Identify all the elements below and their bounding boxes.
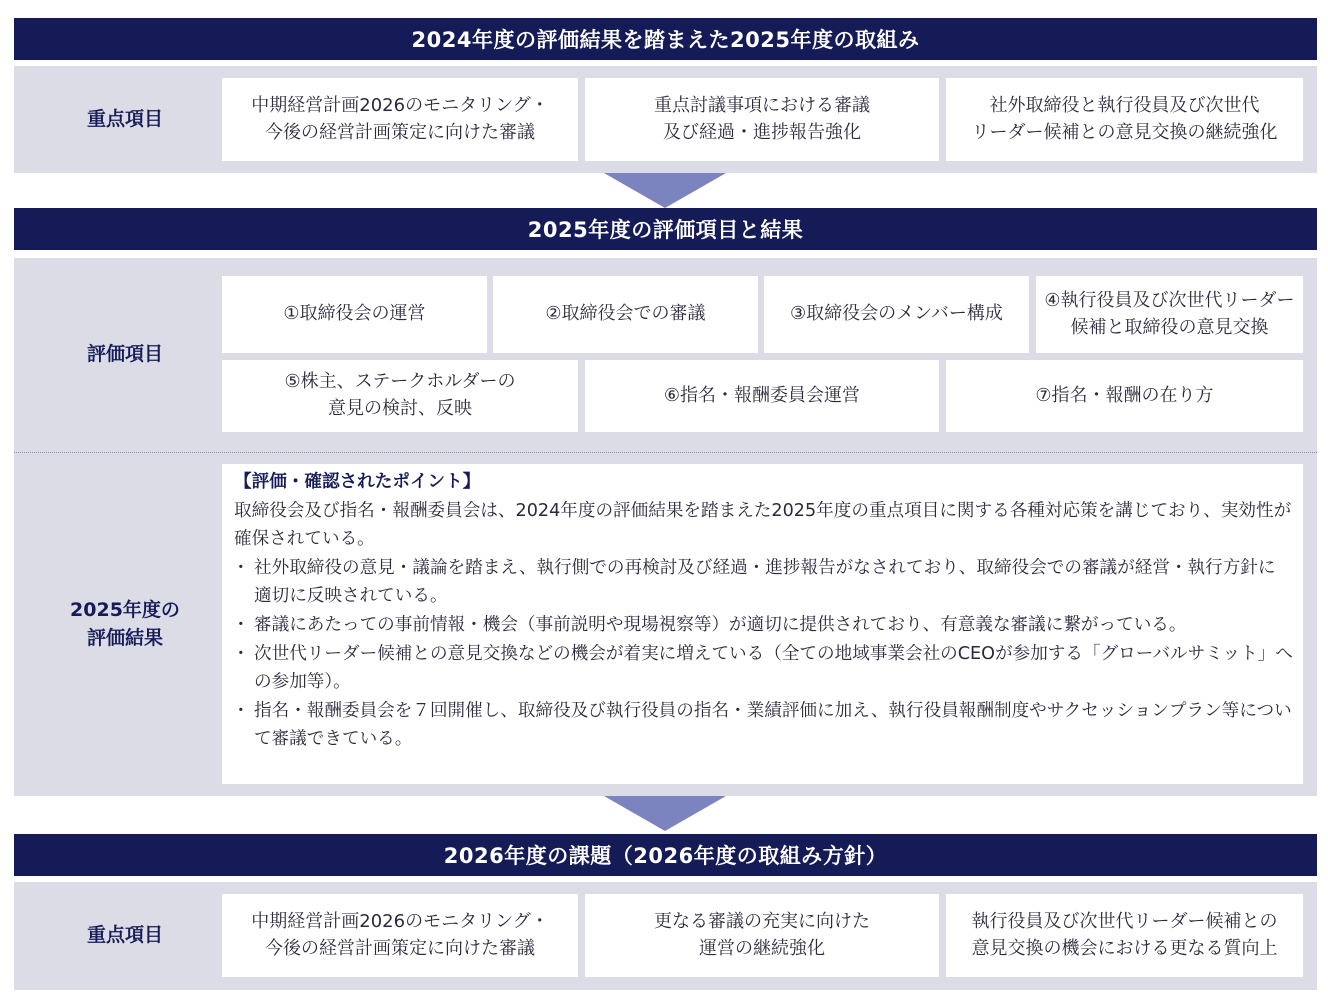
eval-item: ②取締役会での審議 <box>493 276 758 353</box>
section1-item: 重点討議事項における審議 及び経過・進捗報告強化 <box>585 78 939 161</box>
result-title: 【評価・確認されたポイント】 <box>234 472 481 492</box>
result-point: ・ 次世代リーダー候補との意見交換などの機会が着実に増えている（全ての地域事業会社のCEOが参加する「グローバルサミット」への参加等）。 <box>234 640 1293 697</box>
section1-row-label: 重点項目 <box>86 107 163 130</box>
result-points <box>234 554 1293 754</box>
eval-item: ⑥指名・報酬委員会運営 <box>585 360 939 432</box>
section3-row-label: 重点項目 <box>86 924 163 947</box>
result-box <box>222 464 1303 784</box>
result-intro: 取締役会及び指名・報酬委員会は、2024年度の評価結果を踏まえた2025年度の重点項目に関する各種対応策を講じており、実効性が確保されている。 <box>234 500 1292 550</box>
result-label: 2025年度の 評価結果 <box>70 598 180 649</box>
section3-item: 執行役員及び次世代リーダー候補との 意見交換の機会における更なる質向上 <box>946 894 1303 977</box>
result-point: ・ 社外取締役の意見・議論を踏まえ、執行側での再検討及び経過・進捗報告がなされており、取締役会での審議が経営・執行方針に適切に反映されている。 <box>234 554 1293 611</box>
eval-item: ⑤株主、ステークホルダーの 意見の検討、反映 <box>222 360 578 432</box>
result-point: ・ 指名・報酬委員会を７回開催し、取締役及び執行役員の指名・業績評価に加え、執行役員報酬制度やサクセッションプラン等について審議できている。 <box>234 697 1293 754</box>
eval-item: ①取締役会の運営 <box>222 276 487 353</box>
section3-item: 中期経営計画2026のモニタリング・ 今後の経営計画策定に向けた審議 <box>222 894 578 977</box>
section3-item: 更なる審議の充実に向けた 運営の継続強化 <box>585 894 939 977</box>
eval-item: ⑦指名・報酬の在り方 <box>946 360 1303 432</box>
eval-items-label: 評価項目 <box>86 343 163 366</box>
section3-title: 2026年度の課題（2026年度の取組み方針） <box>443 844 888 868</box>
eval-item: ③取締役会のメンバー構成 <box>764 276 1029 353</box>
section2-header <box>14 208 1317 250</box>
result-point: ・ 審議にあたっての事前情報・機会（事前説明や現場視察等）が適切に提供されており、有意義な審議に繋がっている。 <box>234 611 1293 640</box>
section1-item: 中期経営計画2026のモニタリング・ 今後の経営計画策定に向けた審議 <box>222 78 578 161</box>
section3-header <box>14 834 1317 876</box>
eval-item: ④執行役員及び次世代リーダー 候補と取締役の意見交換 <box>1036 276 1303 353</box>
section1-item: 社外取締役と執行役員及び次世代 リーダー候補との意見交換の継続強化 <box>946 78 1303 161</box>
section2-title: 2025年度の評価項目と結果 <box>527 218 804 242</box>
section1-title: 2024年度の評価結果を踏まえた2025年度の取組み <box>411 28 920 52</box>
section1-header <box>14 18 1317 60</box>
down-arrow-icon <box>604 173 726 208</box>
down-arrow-icon <box>604 796 726 831</box>
